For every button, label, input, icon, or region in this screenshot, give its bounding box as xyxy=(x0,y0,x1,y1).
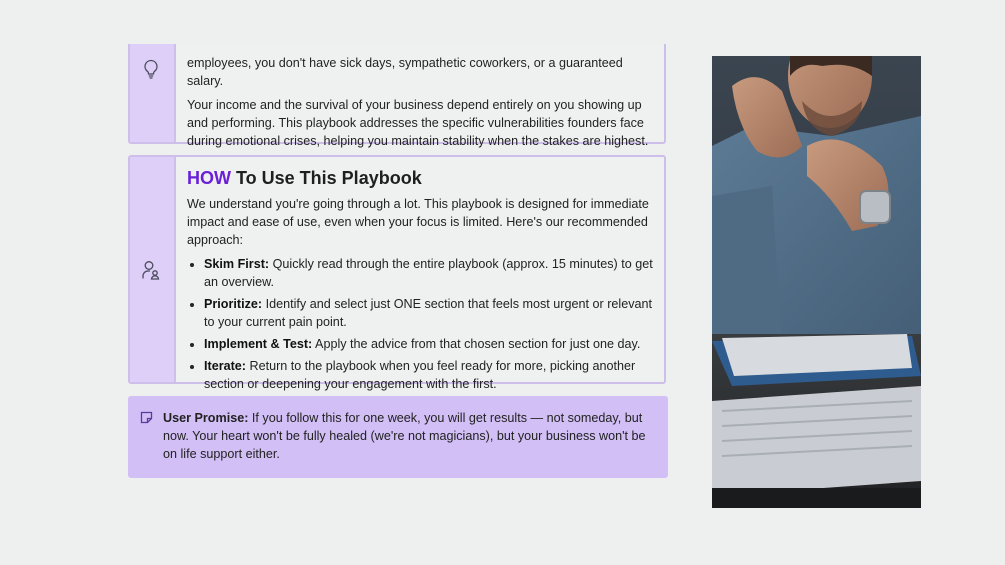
list-item xyxy=(204,255,654,291)
intro-paragraph: Your income and the survival of your business depend entirely on you showing up and performing. This playbook addresses the specific vulnerabilities founders face during emotional crises, helping you maintain stability when the stakes are highest. xyxy=(187,98,649,148)
founder-photo xyxy=(712,56,921,508)
promise-body: If you follow this for one week, you will get results — not someday, but now. Your heart won't be fully healed (we're not magicians), but your business won't be on life support either. xyxy=(163,411,646,461)
card-rail xyxy=(130,157,176,382)
why-card xyxy=(128,44,666,148)
title-rest: To Use This Playbook xyxy=(231,168,422,188)
user-icon xyxy=(142,260,160,280)
lightbulb-icon xyxy=(142,59,160,79)
title-accent: HOW xyxy=(187,168,231,188)
promise-text xyxy=(163,409,648,463)
step-text: Return to the playbook when you feel ready for more, picking another section or deepening your engagement with the first. xyxy=(204,359,636,391)
step-text: Identify and select just ONE section that feels most urgent or relevant to your current pain point. xyxy=(204,297,652,329)
step-label: Skim First: xyxy=(204,257,270,271)
card-rail xyxy=(130,44,176,142)
note-icon xyxy=(140,411,153,424)
step-label: Implement & Test: xyxy=(204,337,313,351)
list-item xyxy=(204,295,654,331)
how-card xyxy=(128,155,666,391)
list-item xyxy=(204,335,654,353)
intro-line: employees, you don't have sick days, sympathetic coworkers, or a guaranteed salary. xyxy=(187,56,623,88)
user-promise-callout xyxy=(128,396,668,478)
step-label: Iterate: xyxy=(204,359,246,373)
step-text: Apply the advice from that chosen section for just one day. xyxy=(312,337,641,351)
step-label: Prioritize: xyxy=(204,297,263,311)
list-item xyxy=(204,357,654,393)
how-intro: We understand you're going through a lot. This playbook is designed for immediate impact and ease of use, even when your focus is limited. Here's our recommended approach: xyxy=(187,197,649,247)
step-text: Quickly read through the entire playbook (approx. 15 minutes) to get an overview. xyxy=(204,257,653,289)
section-title xyxy=(187,167,654,189)
promise-label: User Promise: xyxy=(163,411,249,425)
steps-list xyxy=(187,255,654,393)
